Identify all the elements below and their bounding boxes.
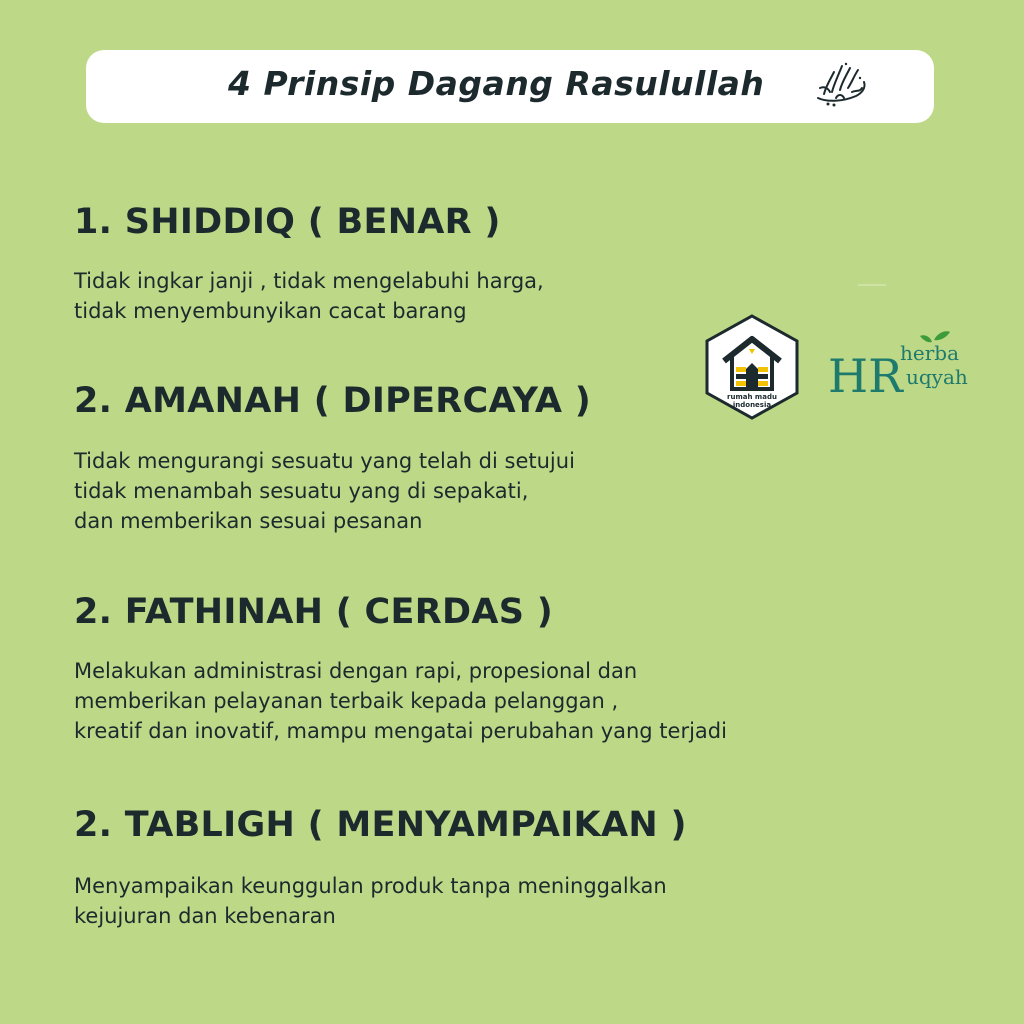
- section-body-amanah: [74, 446, 575, 536]
- body-line: memberikan pelayanan terbaik kepada pelanggan ,: [74, 689, 619, 713]
- title-banner: [86, 50, 934, 123]
- body-line: kejujuran dan kebenaran: [74, 904, 336, 928]
- section-body-fathinah: [74, 656, 727, 746]
- rumah-madu-logo-line2: indonesia: [732, 401, 772, 409]
- body-line: tidak menambah sesuatu yang di sepakati,: [74, 479, 529, 503]
- section-heading-shiddiq: 1. SHIDDIQ ( BENAR ): [74, 202, 501, 242]
- salawat-calligraphy-icon: [812, 58, 870, 110]
- herba-ruqyah-logo-mark: HR: [828, 349, 903, 398]
- section-heading-amanah: 2. AMANAH ( DIPERCAYA ): [74, 381, 592, 421]
- herba-ruqyah-logo-word2: uqyah: [906, 365, 968, 389]
- body-line: tidak menyembunyikan cacat barang: [74, 299, 467, 323]
- section-heading-tabligh: 2. TABLIGH ( MENYAMPAIKAN ): [74, 805, 687, 845]
- rumah-madu-indonesia-logo: [702, 313, 802, 421]
- body-line: Tidak ingkar janji , tidak mengelabuhi harga,: [74, 269, 544, 293]
- body-line: kreatif dan inovatif, mampu mengatai perubahan yang terjadi: [74, 719, 727, 743]
- body-line: Melakukan administrasi dengan rapi, propesional dan: [74, 659, 638, 683]
- section-heading-fathinah: 2. FATHINAH ( CERDAS ): [74, 592, 553, 632]
- body-line: Tidak mengurangi sesuatu yang telah di setujui: [74, 449, 575, 473]
- herba-ruqyah-logo: [826, 326, 986, 398]
- herba-ruqyah-logo-word1: herba: [900, 341, 960, 365]
- body-line: dan memberikan sesuai pesanan: [74, 509, 423, 533]
- leaf-icon: [934, 331, 950, 340]
- body-line: Menyampaikan keunggulan produk tanpa meninggalkan: [74, 874, 667, 898]
- section-body-tabligh: [74, 871, 667, 931]
- decorative-divider: [858, 284, 886, 286]
- section-body-shiddiq: [74, 266, 544, 326]
- page-title: 4 Prinsip Dagang Rasulullah: [228, 64, 765, 103]
- rumah-madu-logo-line1: rumah madu: [727, 393, 777, 401]
